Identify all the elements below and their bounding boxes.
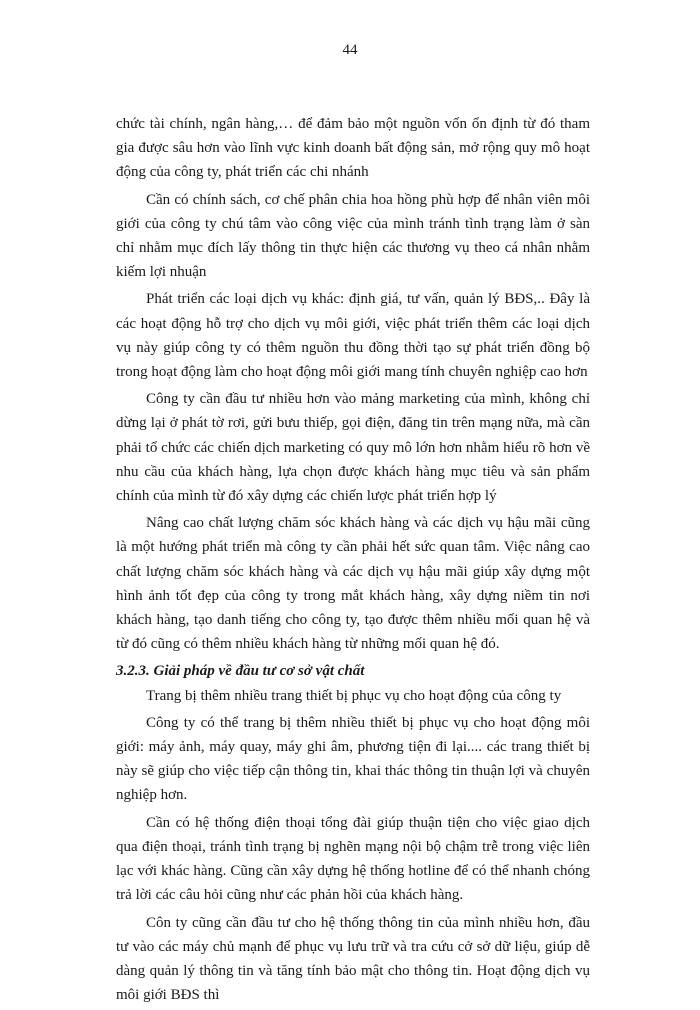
paragraph-information-system: Côn ty cũng cần đầu tư cho hệ thống thông tin của mình nhiều hơn, đầu tư vào các máy chủ mạnh để phục vụ lưu trữ và tra cứu cở sở dữ liệu, giúp dễ dàng quản lý thông tin và tăng tính bảo mật cho thông tin. Hoạt động dịch vụ môi giới BĐS thì (116, 914, 590, 1004)
paragraph-continued: chức tài chính, ngân hàng,… để đảm bảo một nguồn vốn ổn định từ đó tham gia được sâu hơn vào lĩnh vực kinh doanh bất động sản, mở rộng quy mô hoạt động của công ty, phát triển các chi nhánh (116, 116, 590, 181)
paragraph-devices: Công ty có thể trang bị thêm nhiều thiết bị phục vụ cho hoạt động môi giới: máy ảnh, máy quay, máy ghi âm, phương tiện đi lại.... các trang thiết bị này sẽ giúp cho việc tiếp cận thông tin, khai thác thông tin thuận lợi và chuyên nghiệp hơn. (116, 714, 590, 804)
paragraph-telephone-system: Cần có hệ thống điện thoại tổng đài giúp thuận tiện cho việc giao dịch qua điện thoại, tránh tình trạng bị nghẽn mạng nội bộ chậm trễ trong việc liên lạc với khác hàng. Cũng cần xây dựng hệ thống hotline để có thể nhanh chóng trả lời các câu hỏi cũng như các phản hồi của khách hàng. (116, 814, 590, 904)
paragraph-equipment: Trang bị thêm nhiều trang thiết bị phục vụ cho hoạt động của công ty (146, 687, 562, 704)
paragraph-commission-policy: Cần có chính sách, cơ chế phân chia hoa hồng phù hợp để nhân viên môi giới của công ty chú tâm vào công việc của mình tránh tình trạng làm ở sàn chỉ nhằm mục đích lấy thông tin thực hiện các thương vụ theo cá nhân nhằm kiếm lợi nhuận (116, 191, 590, 281)
section-heading: 3.2.3. Giải pháp về đầu tư cơ sở vật chất (116, 663, 365, 680)
paragraph-marketing: Công ty cần đầu tư nhiều hơn vào mảng marketing của mình, không chỉ dừng lại ở phát tờ rơi, gửi bưu thiếp, gọi điện, đăng tin trên mạng nữa, mà cần phải tổ chức các chiến dịch marketing có quy mô lớn hơn nhằm hiểu rõ hơn về nhu cầu của khách hàng, lựa chọn được khách hàng mục tiêu và sản phẩm chính của mình từ đó xây dựng các chiến lược phát triển hợp lý (116, 391, 590, 505)
paragraph-other-services: Phát triển các loại dịch vụ khác: định giá, tư vấn, quản lý BĐS,.. Đây là các hoạt động hỗ trợ cho dịch vụ môi giới, việc phát triển thêm các loại dịch vụ này giúp công ty có thêm nguồn thu đồng thời tạo sự phát triển đồng bộ trong hoạt động làm cho hoạt động môi giới mang tính chuyên nghiệp cao hơn (116, 291, 590, 381)
paragraph-customer-care: Nâng cao chất lượng chăm sóc khách hàng và các dịch vụ hậu mãi cũng là một hướng phát triển mà công ty cần phải hết sức quan tâm. Việc nâng cao chất lượng chăm sóc khách hàng và các dịch vụ hậu mãi giúp xây dựng một hình ảnh tốt đẹp của công ty trong mắt khách hàng, xây dựng niềm tin nơi khách hàng, tạo danh tiếng cho công ty, tạo được thêm nhiều mối quan hệ và từ đó cũng có thêm nhiều khách hàng từ những mối quan hệ đó. (116, 515, 590, 653)
page-number: 44 (342, 42, 358, 58)
body-text (116, 112, 590, 1010)
